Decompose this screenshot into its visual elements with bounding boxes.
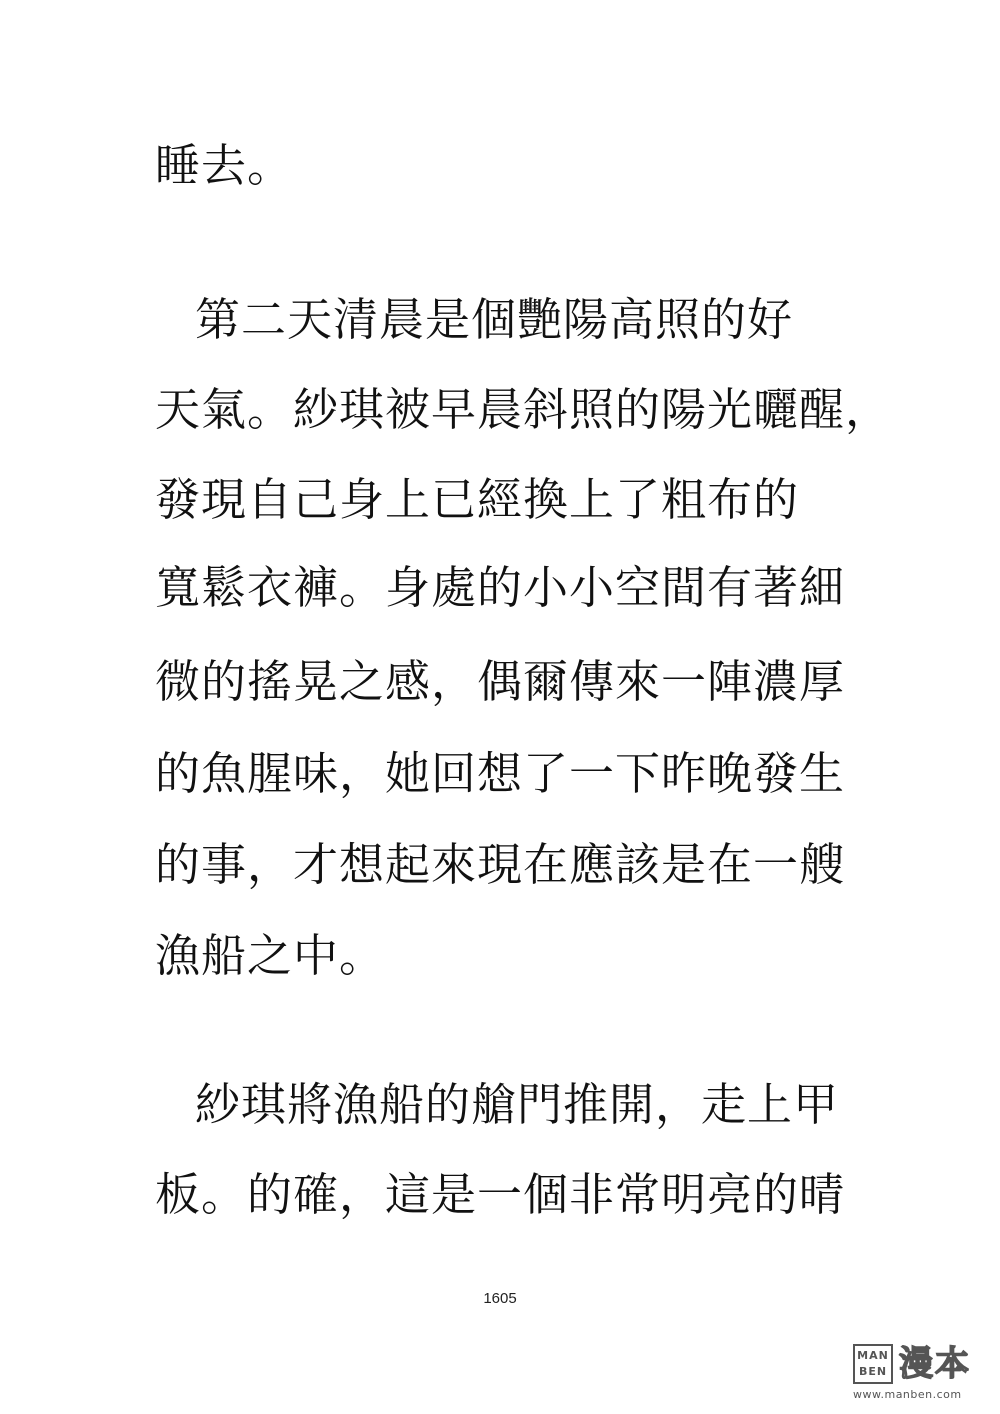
text-line: 的事，才想起來現在應該是在一艘	[155, 838, 846, 891]
text-line: 微的搖晃之感，偶爾傳來一陣濃厚	[155, 655, 846, 708]
text-line: 發現自己身上已經換上了粗布的	[155, 473, 800, 526]
text-line: 的魚腥味，她回想了一下昨晚發生	[155, 747, 846, 800]
watermark-box-top: MAN	[857, 1349, 889, 1362]
text-line: 紗琪將漁船的艙門推開，走上甲	[195, 1078, 840, 1131]
watermark-logo-text: 漫本	[899, 1344, 971, 1384]
watermark-logo	[853, 1344, 988, 1402]
text-line: 漁船之中。	[155, 929, 386, 982]
watermark-box-icon	[853, 1344, 893, 1384]
text-line: 第二天清晨是個艷陽高照的好	[195, 293, 794, 346]
text-line: 板。的確，這是一個非常明亮的晴	[155, 1168, 846, 1221]
text-line: 睡去。	[155, 139, 294, 192]
watermark-box-bottom: BEN	[858, 1365, 888, 1378]
text-line: 天氣。紗琪被早晨斜照的陽光曬醒，	[155, 383, 892, 436]
page-number: 1605	[483, 1290, 517, 1307]
watermark-url: www.manben.com	[853, 1388, 962, 1401]
text-line: 寬鬆衣褲。身處的小小空間有著細	[155, 561, 846, 614]
